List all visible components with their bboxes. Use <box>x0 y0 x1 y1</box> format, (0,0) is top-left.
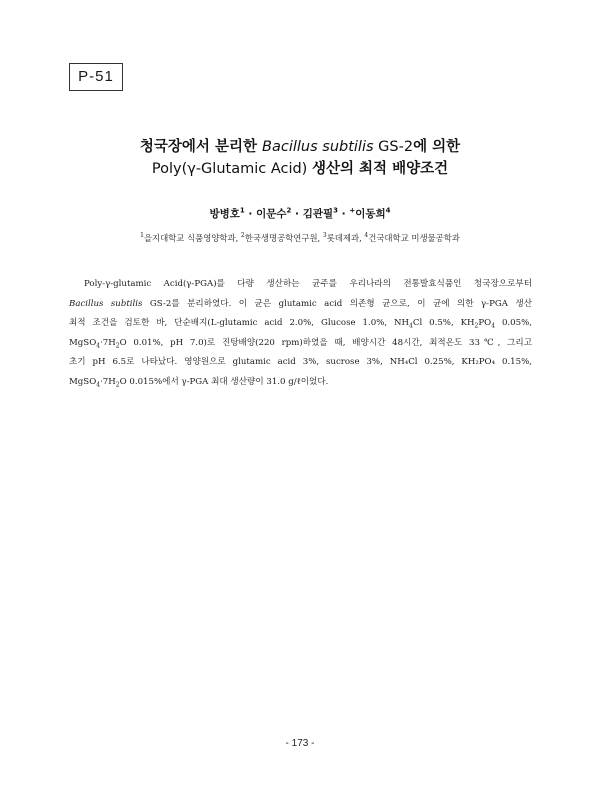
page-number: - 173 - <box>285 738 315 749</box>
abstract-text: MgSO <box>69 376 97 387</box>
abstract-line-4 <box>69 334 532 354</box>
author-name: 김관필 <box>302 208 334 220</box>
title-compound: Poly(γ-Glutamic Acid) <box>151 161 312 177</box>
abstract-body <box>69 275 532 393</box>
author-mark: 3 <box>333 206 339 215</box>
abstract-line-3 <box>69 314 532 334</box>
abstract-text: O 0.01%, pH 7.0)로 진탕배양(220 rpm)하였을 때, 배양시간 48시간, 최적온도 33℃, 그리고 <box>119 337 532 348</box>
abstract-text: Cl 0.5%, KH <box>412 318 475 329</box>
subscript: 2 <box>115 342 120 350</box>
author-mark: 1 <box>239 206 245 215</box>
abstract-text: ·7H <box>100 337 116 348</box>
title-strain: GS-2 <box>373 139 414 155</box>
affil-mark: 4 <box>364 232 369 240</box>
title-line-2 <box>40 158 560 180</box>
author-mark: 2 <box>286 206 292 215</box>
title-species: Bacillus subtilis <box>262 139 374 155</box>
subscript: 2 <box>115 381 120 389</box>
abstract-line-1: Poly-γ-glutamic Acid(γ-PGA)를 다량 생산하는 균주를 우리나라의 전통발효식품인 청국장으로부터 <box>84 279 532 289</box>
affil-mark: 3 <box>322 232 327 240</box>
abstract-text: MgSO <box>69 337 97 348</box>
affiliations <box>40 232 560 244</box>
affil-mark: 1 <box>140 232 144 240</box>
abstract-line-2 <box>69 295 532 315</box>
title-ko-part-b: 에 의한 <box>413 139 461 155</box>
abstract-text: O 0.015%에서 γ-PGA 최대 생산량이 31.0 g/ℓ이었다. <box>119 376 329 387</box>
title-ko-part-a: 청국장에서 분리한 <box>139 139 263 155</box>
abstract-text: ·7H <box>100 376 116 387</box>
corresponding-mark: + <box>349 206 356 215</box>
author-name: 이동희 <box>355 208 386 220</box>
page-id-box: P-51 <box>69 63 123 91</box>
abstract-text: GS-2를 분리하였다. 이 균은 glutamic acid 의존형 균으로, 이 균에 의한 γ-PGA 생산 <box>142 298 532 309</box>
author-list <box>40 206 560 221</box>
author-separator: · <box>291 208 303 220</box>
subscript: 4 <box>409 322 413 330</box>
affil-text: 을지대학교 식품영양학과, <box>143 233 241 243</box>
subscript: 4 <box>96 381 101 389</box>
author-separator: · <box>244 208 257 220</box>
affil-text: 한국생명공학연구원, <box>244 233 323 243</box>
abstract-line-6 <box>69 373 532 393</box>
subscript: 4 <box>96 342 101 350</box>
author-separator: · <box>338 208 350 220</box>
abstract-species: Bacillus subtilis <box>69 298 143 309</box>
paper-title <box>40 136 560 180</box>
affil-text: 건국대학교 미생물공학과 <box>368 233 460 243</box>
author-mark: 4 <box>385 206 391 215</box>
title-ko-part-c: 생산의 최적 배양조건 <box>311 161 449 177</box>
author-name: 이문수 <box>256 208 287 220</box>
abstract-line-5: 초기 pH 6.5로 나타났다. 영양원으로 glutamic acid 3%, sucrose 3%, NH₄Cl 0.25%, KH₂PO₄ 0.15%, <box>69 357 532 368</box>
affil-text: 롯데제과, <box>326 233 365 243</box>
title-line-1 <box>40 136 560 158</box>
subscript: 4 <box>491 322 496 330</box>
abstract-text: 최적 조건을 검토한 바, 단순배지(L-glutamic acid 2.0%, Glucose 1.0%, NH <box>69 318 410 329</box>
abstract-text: 0.05%, <box>495 318 532 329</box>
affil-mark: 2 <box>240 232 245 240</box>
author-name: 방병호 <box>209 208 240 220</box>
subscript: 2 <box>474 322 479 330</box>
abstract-text: PO <box>478 318 492 329</box>
